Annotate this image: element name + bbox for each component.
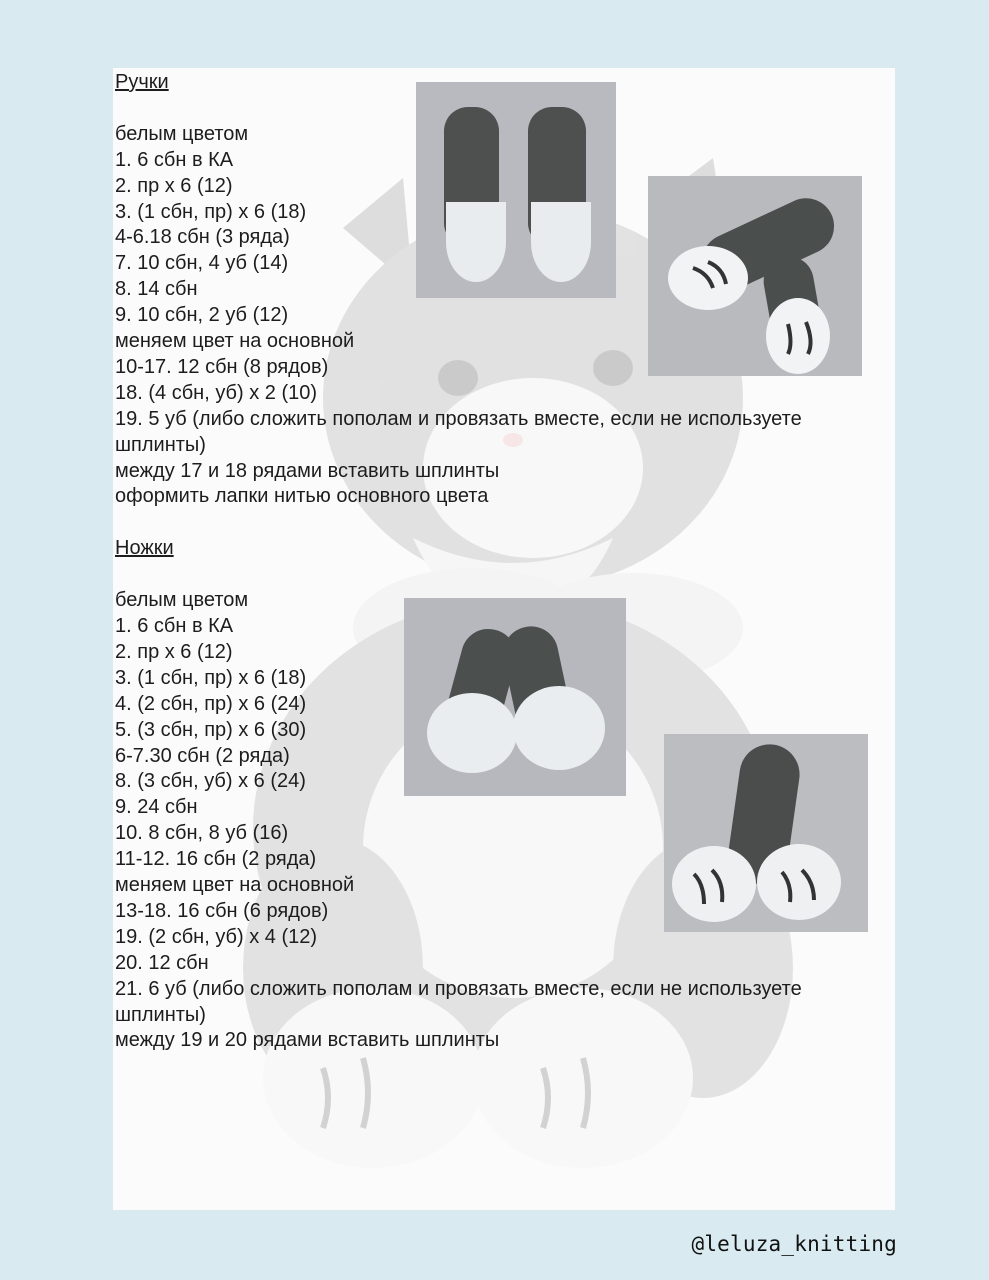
pattern-line: 9. 24 сбн [115, 796, 198, 819]
pattern-line: 19. (2 сбн, уб) х 4 (12) [115, 925, 318, 948]
pattern-line: 1. 6 сбн в КА [115, 614, 234, 637]
pattern-line: белым цветом [115, 589, 249, 612]
pattern-line: оформить лапки нитью основного цвета [115, 485, 489, 508]
author-handle: @leluza_knitting [691, 1232, 897, 1256]
pattern-line: 4. (2 сбн, пр) х 6 (24) [115, 692, 307, 715]
pattern-line: 4-6.18 сбн (3 ряда) [115, 226, 290, 249]
pattern-line: 18. (4 сбн, уб) х 2 (10) [115, 381, 318, 404]
pattern-line: 1. 6 сбн в КА [115, 148, 234, 171]
pattern-line: 11-12. 16 сбн (2 ряда) [115, 848, 317, 871]
pattern-line: 8. 14 сбн [115, 278, 198, 301]
pattern-line: 21. 6 уб (либо сложить пополам и провязать вместе, если не используете шплинты) [115, 977, 802, 1026]
pattern-line: 2. пр х 6 (12) [115, 174, 233, 197]
section-heading-legs: Ножки [115, 537, 174, 560]
pattern-line: 2. пр х 6 (12) [115, 640, 233, 663]
pattern-line: меняем цвет на основной [115, 330, 355, 353]
pattern-line: 10-17. 12 сбн (8 рядов) [115, 355, 329, 378]
pattern-line: 3. (1 сбн, пр) х 6 (18) [115, 666, 307, 689]
pattern-line: 9. 10 сбн, 2 уб (12) [115, 304, 289, 327]
pattern-line: между 19 и 20 рядами вставить шплинты [115, 1029, 500, 1052]
pattern-text [115, 70, 895, 1054]
section-heading-arms: Ручки [115, 71, 169, 93]
pattern-line: 20. 12 сбн [115, 951, 209, 974]
pattern-line: 13-18. 16 сбн (6 рядов) [115, 899, 329, 922]
pattern-line: 8. (3 сбн, уб) х 6 (24) [115, 770, 306, 793]
pattern-line: 5. (3 сбн, пр) х 6 (30) [115, 718, 307, 741]
pattern-line: 6-7.30 сбн (2 ряда) [115, 744, 290, 767]
pattern-line: между 17 и 18 рядами вставить шплинты [115, 459, 500, 482]
pattern-line: белым цветом [115, 122, 249, 145]
pattern-line: 7. 10 сбн, 4 уб (14) [115, 252, 289, 275]
pattern-line: 3. (1 сбн, пр) х 6 (18) [115, 200, 307, 223]
pattern-line: меняем цвет на основной [115, 874, 355, 897]
pattern-line: 10. 8 сбн, 8 уб (16) [115, 822, 289, 845]
pattern-line: 19. 5 уб (либо сложить пополам и провязать вместе, если не используете шплинты) [115, 407, 802, 456]
